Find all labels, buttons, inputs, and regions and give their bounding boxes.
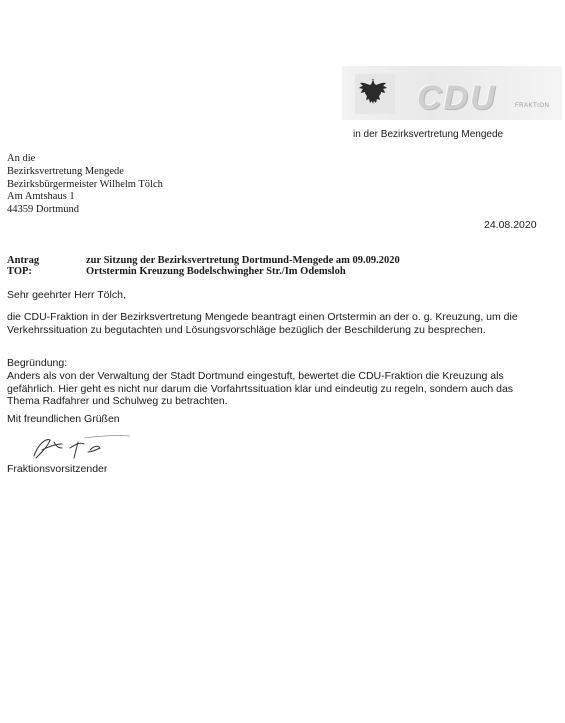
subject-label: Antrag <box>7 255 40 266</box>
signer-role: Fraktionsvorsitzender <box>7 463 108 475</box>
recipient-address <box>7 153 163 217</box>
top-text: Ortstermin Kreuzung Bodelschwingher Str./Im Odemsloh <box>86 266 346 277</box>
salutation: Sehr geehrter Herr Tölch, <box>7 289 126 301</box>
paragraph-reason: Anders als von der Verwaltung der Stadt Dortmund eingestuft, bewertet die CDU-Fraktion die Kreuzung als gefährlich. Hier geht es nicht nur darum die Vorfahrtssituation klar und eindeutig zu regeln, sondern auch das Thema Radfahrer und Schulweg zu betrachten. <box>7 369 514 408</box>
address-line: 44359 Dortmund <box>7 204 80 216</box>
address-line: Bezirksvertretung Mengede <box>7 165 124 177</box>
handwritten-signature <box>24 432 134 462</box>
logo-subtext: FRAKTION <box>515 103 550 109</box>
reason-label: Begründung: <box>7 357 68 369</box>
address-line: Bezirksbürgermeister Wilhelm Tölch <box>7 178 163 190</box>
address-line: An die <box>7 153 36 164</box>
address-line: Am Amtshaus 1 <box>7 191 75 203</box>
organization-subline: in der Bezirksvertretung Mengede <box>353 129 504 140</box>
cdu-logo-text: CDU <box>417 79 497 117</box>
paragraph-request: die CDU-Fraktion in der Bezirksvertretung Mengede beantragt einen Ortstermin an der o. g. Kreuzung, um die Verkehrssituation zu begutachten und Lösungsvorschläge bezüglich der Beschilderung zu besprechen. <box>7 311 518 336</box>
reason-block <box>7 357 547 408</box>
closing: Mit freundlichen Grüßen <box>7 413 120 425</box>
subject-text: zur Sitzung der Bezirksvertretung Dortmund-Mengede am 09.09.2020 <box>86 255 400 266</box>
letter-date: 24.08.2020 <box>484 219 537 231</box>
top-label: TOP: <box>7 266 32 277</box>
eagle-icon <box>355 74 395 114</box>
subject-line-2 <box>7 266 346 279</box>
